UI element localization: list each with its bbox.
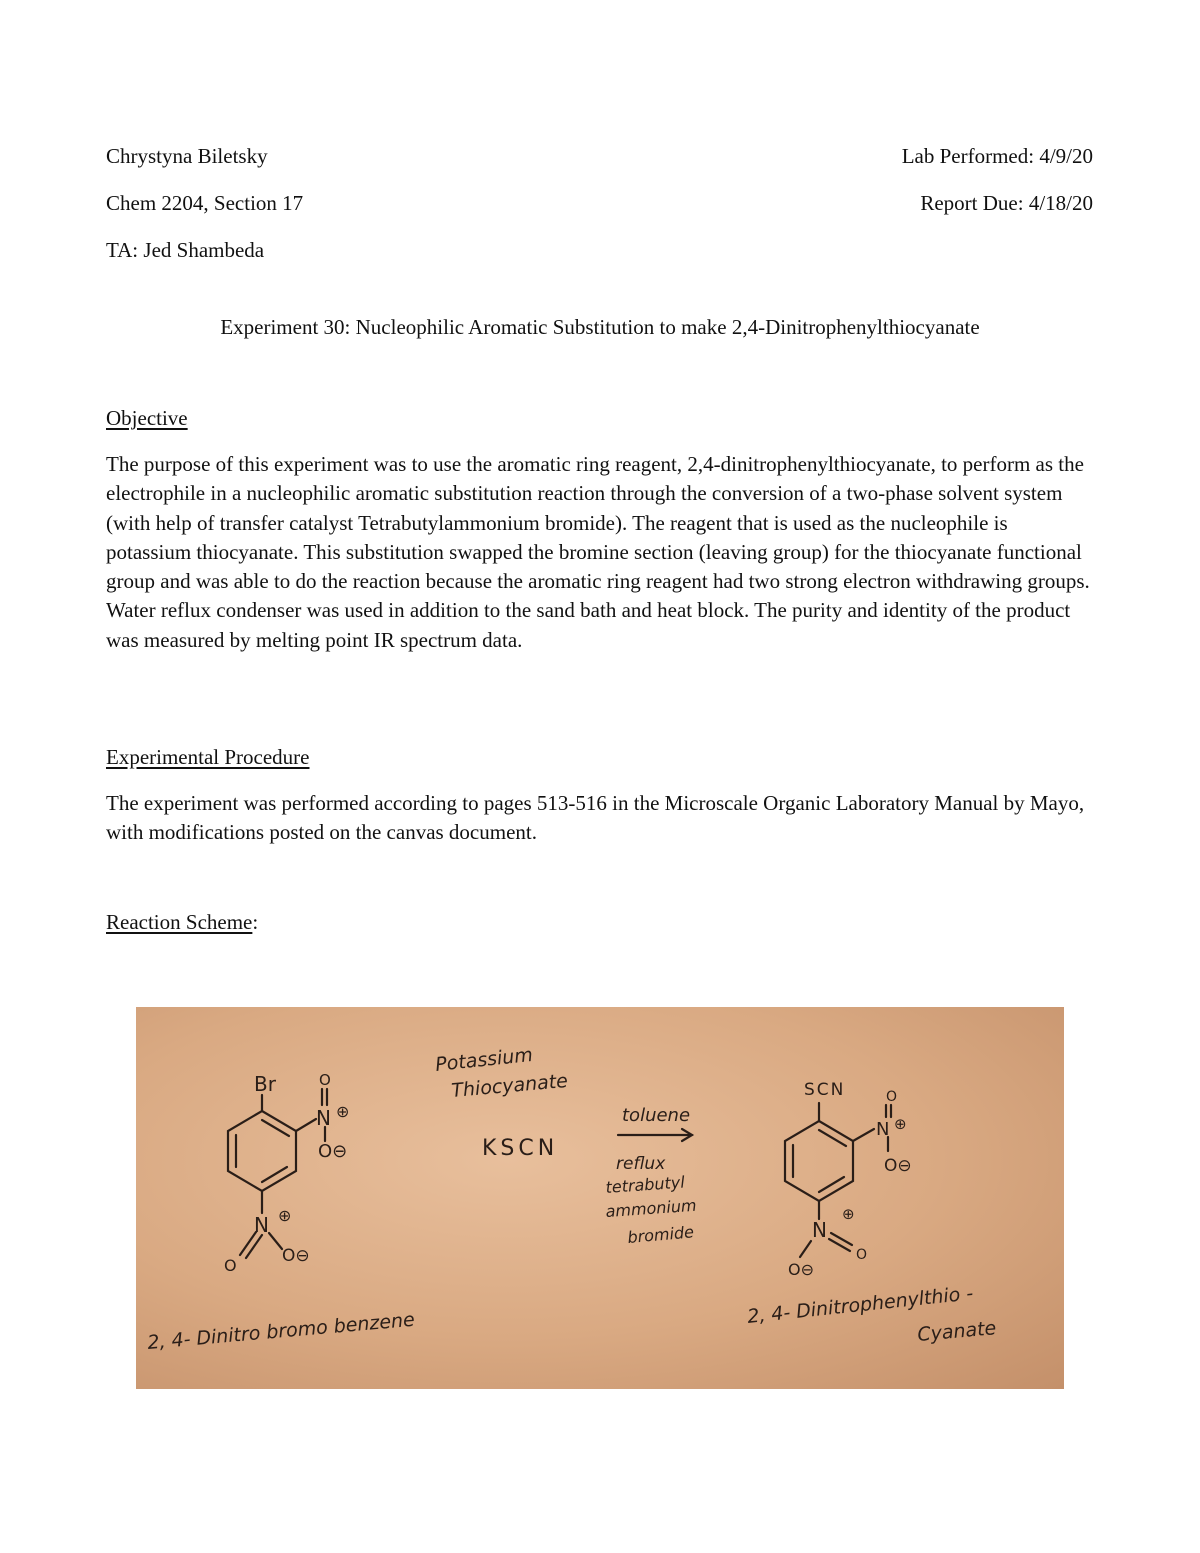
product-ring-inner-bond-1 — [819, 1130, 846, 1146]
product-top-n: N — [876, 1119, 890, 1140]
reactant-bottom-o-minus: O⊖ — [282, 1246, 310, 1266]
lab-performed-date: Lab Performed: 4/9/20 — [901, 144, 1093, 168]
reagent-name-line1: Potassium — [434, 1043, 534, 1076]
scheme-heading: Reaction Scheme — [106, 910, 253, 934]
reactant-name: 2, 4- Dinitro bromo benzene — [146, 1308, 416, 1354]
reactant-top-o-minus: O⊖ — [318, 1141, 348, 1162]
objective-text: The purpose of this experiment was to use the aromatic ring reagent, 2,4-dinitrophenylthiocyanate, to perform as the electrophile in a nucleophilic aromatic substitution reaction through the conversion of a two-phase solvent system (with help of transfer catalyst Tetrabutylammonium bromide). The reagent that is used as the nucleophile is potassium thiocyanate. This substitution swapped the bromine section (leaving group) for the thiocyanate functional group and was able to do the reaction because the aromatic ring reagent had two strong electron withdrawing groups. Water reflux condenser was used in addition to the sand bath and heat block. The purity and identity of the product was measured by melting point IR spectrum data. — [106, 452, 1090, 652]
ta-name: TA: Jed Shambeda — [106, 238, 265, 262]
product-name-line1: 2, 4- Dinitrophenylthio - — [746, 1282, 975, 1328]
reactant-ring-inner-bond-1 — [262, 1120, 289, 1136]
reaction-scheme-drawing — [136, 1007, 1064, 1389]
reactant-n-o-single — [269, 1233, 282, 1249]
scheme-heading-line — [106, 908, 258, 937]
solvent-label: toluene — [622, 1105, 691, 1126]
course-section: Chem 2204, Section 17 — [106, 191, 304, 215]
reactant-top-plus: ⊕ — [336, 1102, 350, 1121]
product-bottom-o-minus: O⊖ — [788, 1260, 814, 1279]
product-top-o-minus: O⊖ — [884, 1156, 912, 1176]
reagent-name-line2: Thiocyanate — [450, 1069, 569, 1102]
reactant-top-o: O — [319, 1071, 331, 1089]
reactant-top-n: N — [316, 1106, 331, 1130]
report-due-date: Report Due: 4/18/20 — [920, 191, 1093, 215]
procedure-heading: Experimental Procedure — [106, 745, 310, 769]
product-scn-label: SCN — [804, 1080, 846, 1100]
procedure-paragraph — [106, 789, 1096, 848]
reactant-bottom-plus: ⊕ — [278, 1206, 292, 1225]
product-bottom-plus: ⊕ — [842, 1205, 855, 1223]
objective-heading: Objective — [106, 406, 188, 430]
product-n-o-single — [800, 1241, 811, 1257]
reaction-scheme-photo — [136, 1007, 1064, 1389]
reactant-bottom-n: N — [254, 1213, 269, 1237]
author-name: Chrystyna Biletsky — [106, 144, 268, 168]
reagent-formula: KSCN — [482, 1136, 559, 1161]
reactant-n-o-double-2 — [246, 1235, 262, 1258]
reactant-nitro-bond-1 — [296, 1119, 316, 1131]
product-top-plus: ⊕ — [894, 1115, 907, 1133]
product-bottom-n: N — [812, 1218, 827, 1242]
condition-reflux: reflux — [616, 1154, 666, 1174]
condition-bromide: bromide — [626, 1222, 695, 1247]
reactant-bottom-o: O — [224, 1256, 237, 1275]
reactant-br-label: Br — [254, 1072, 276, 1096]
experiment-title: Experiment 30: Nucleophilic Aromatic Substitution to make 2,4-Dinitrophenylthiocyanate — [220, 315, 980, 339]
condition-tetrabutyl: tetrabutyl — [604, 1172, 686, 1197]
reactant-benzene-ring — [228, 1111, 296, 1191]
scheme-heading-colon: : — [252, 910, 259, 934]
objective-paragraph — [106, 450, 1096, 655]
product-name-line2: Cyanate — [916, 1317, 998, 1346]
product-bottom-o: O — [856, 1247, 868, 1263]
product-benzene-ring — [785, 1121, 853, 1201]
condition-ammonium: ammonium — [604, 1195, 698, 1221]
product-nitro-bond-1 — [853, 1129, 874, 1141]
procedure-text: The experiment was performed according to pages 513-516 in the Microscale Organic Laboratory Manual by Mayo, with modifications posted on the canvas document. — [106, 791, 1085, 845]
product-top-o: O — [886, 1089, 898, 1105]
